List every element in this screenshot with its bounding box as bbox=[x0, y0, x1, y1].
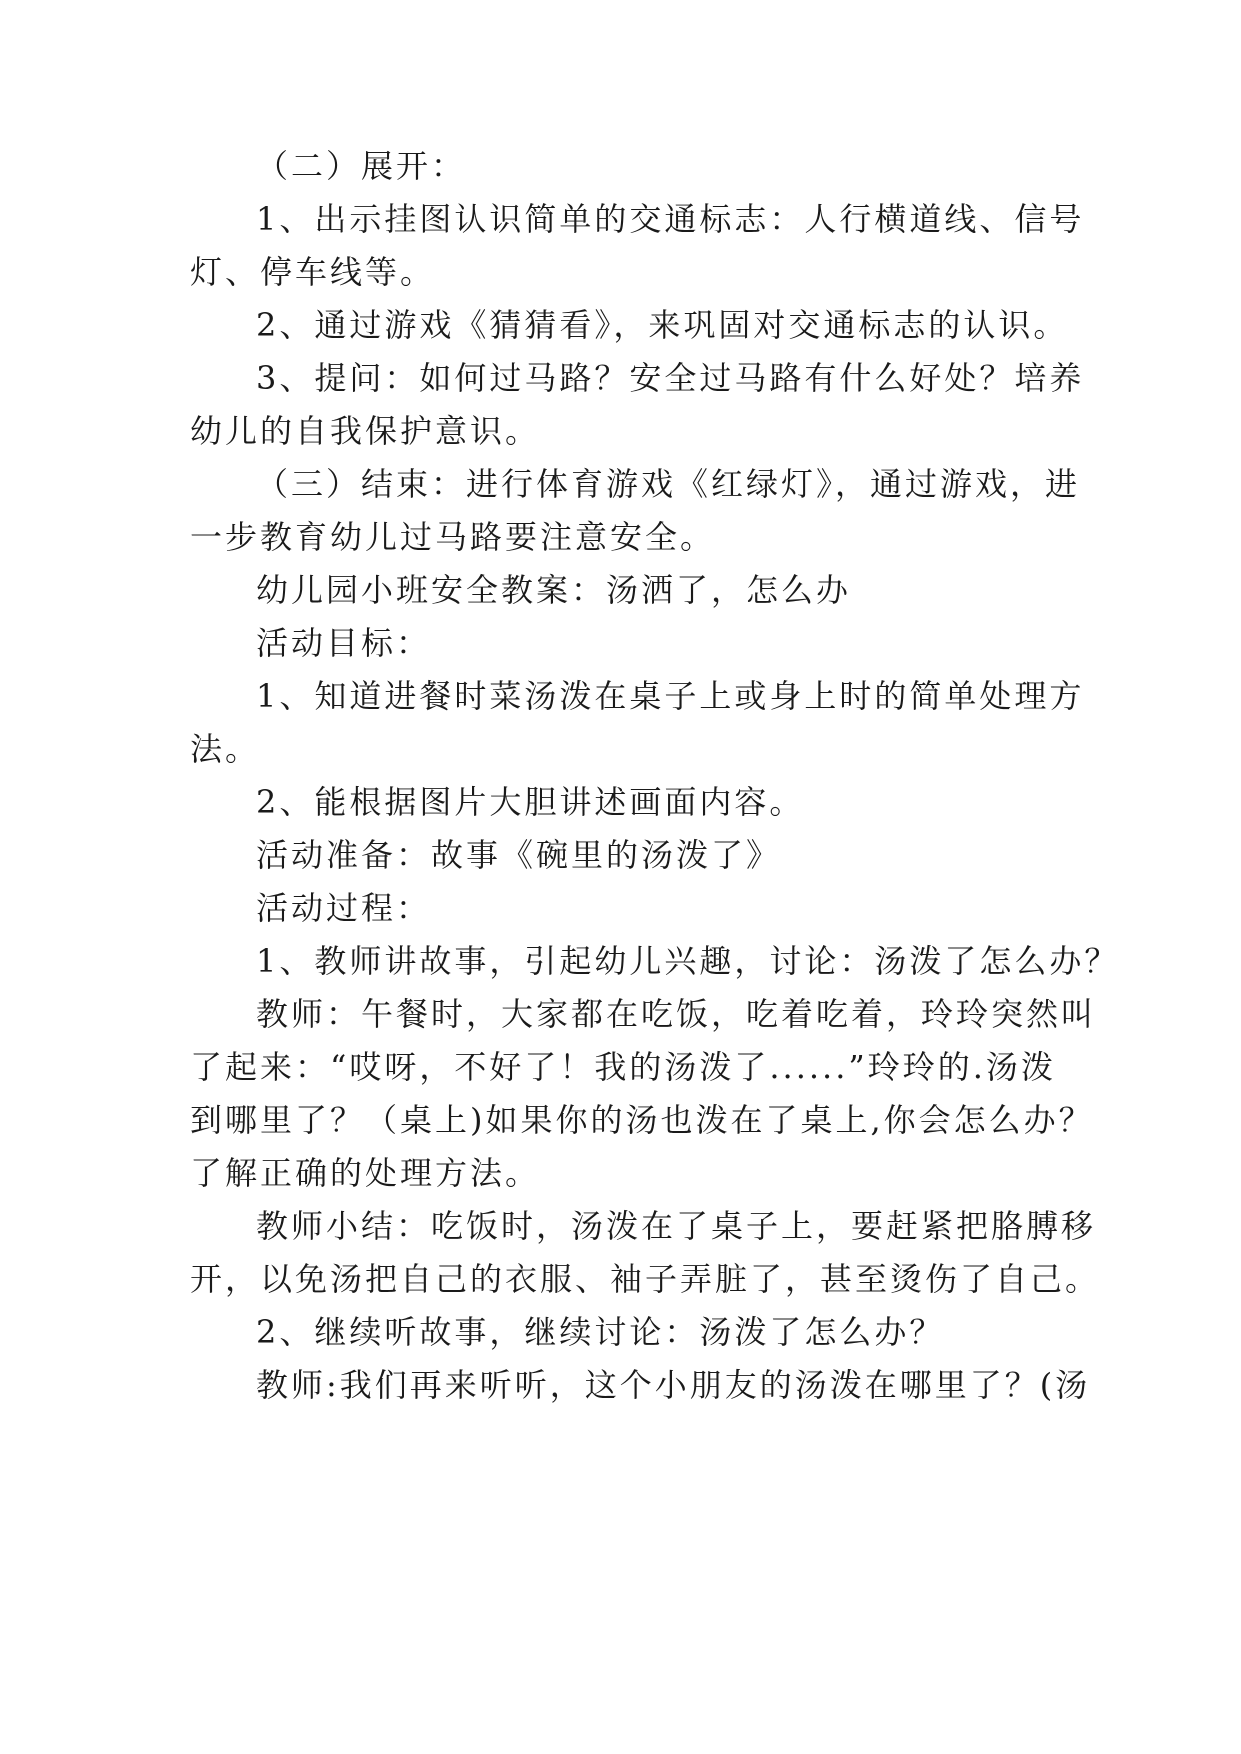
paragraph-line: 1、教师讲故事，引起幼儿兴趣，讨论：汤泼了怎么办？ bbox=[256, 942, 1120, 980]
paragraph-line: 法。 bbox=[190, 730, 261, 768]
paragraph-line: 教师：午餐时，大家都在吃饭，吃着吃着，玲玲突然叫 bbox=[256, 995, 1097, 1033]
paragraph-line: 2、继续听故事，继续讨论：汤泼了怎么办？ bbox=[256, 1313, 945, 1351]
paragraph-line: 教师:我们再来听听，这个小朋友的汤泼在哪里了？(汤 bbox=[256, 1366, 1091, 1404]
paragraph-line: 2、能根据图片大胆讲述画面内容。 bbox=[256, 783, 805, 821]
section-heading-expand: （二）展开： bbox=[256, 147, 467, 185]
paragraph-line: 了起来：“哎呀，不好了！我的汤泼了......”玲玲的.汤泼 bbox=[190, 1048, 1056, 1086]
paragraph-line: 灯、停车线等。 bbox=[190, 253, 436, 291]
paragraph-line: 一步教育幼儿过马路要注意安全。 bbox=[190, 518, 716, 556]
paragraph-line: 2、通过游戏《猜猜看》，来巩固对交通标志的认识。 bbox=[256, 306, 1069, 344]
paragraph-line: 1、出示挂图认识简单的交通标志：人行横道线、信号 bbox=[256, 200, 1085, 238]
paragraph-line: 开，以免汤把自己的衣服、袖子弄脏了，甚至烫伤了自己。 bbox=[190, 1260, 1101, 1298]
paragraph-line: 教师小结：吃饭时，汤泼在了桌子上，要赶紧把胳膊移 bbox=[256, 1207, 1097, 1245]
section-heading-process: 活动过程： bbox=[256, 889, 432, 927]
section-heading-goals: 活动目标： bbox=[256, 624, 432, 662]
section-heading-end: （三）结束：进行体育游戏《红绿灯》，通过游戏，进 bbox=[256, 465, 1081, 503]
section-heading-preparation: 活动准备：故事《碗里的汤泼了》 bbox=[256, 836, 782, 874]
lesson-title: 幼儿园小班安全教案：汤洒了，怎么办 bbox=[256, 571, 852, 609]
paragraph-line: 3、提问：如何过马路？安全过马路有什么好处？培养 bbox=[256, 359, 1085, 397]
paragraph-line: 了解正确的处理方法。 bbox=[190, 1154, 541, 1192]
paragraph-line: 到哪里了？（桌上)如果你的汤也泼在了桌上,你会怎么办？ bbox=[190, 1101, 1094, 1139]
paragraph-line: 1、知道进餐时菜汤泼在桌子上或身上时的简单处理方 bbox=[256, 677, 1085, 715]
paragraph-line: 幼儿的自我保护意识。 bbox=[190, 412, 541, 450]
